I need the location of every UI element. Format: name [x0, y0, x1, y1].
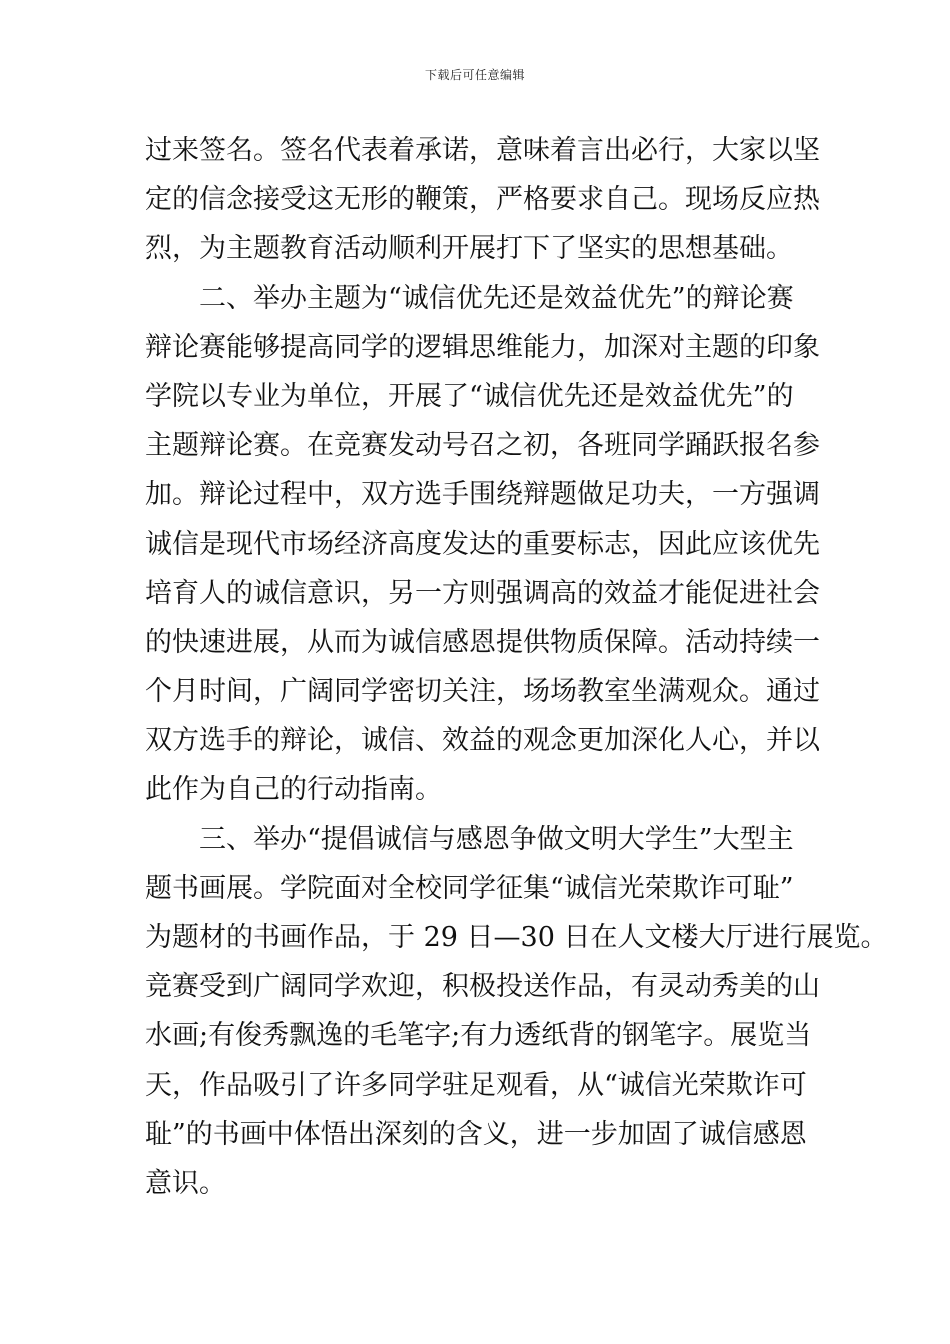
text-line: 题书画展。学院面对全校同学征集“诚信光荣欺诈可耻”	[145, 872, 794, 904]
text-line: 为题材的书画作品，于 29 日—30 日在人文楼大厅进行展览。	[145, 922, 888, 953]
text-line: 此作为自己的行动指南。	[145, 774, 442, 806]
text-line: 定的信念接受这无形的鞭策，严格要求自己。现场反应热	[145, 184, 820, 216]
text-line: 意识。	[145, 1167, 226, 1199]
document-body	[145, 126, 888, 1208]
text-line: 辩论赛能够提高同学的逻辑思维能力，加深对主题的印象	[145, 331, 820, 363]
text-line: 学院以专业为单位，开展了“诚信优先还是效益优先”的	[145, 380, 794, 412]
text-line: 培育人的诚信意识，另一方则强调高的效益才能促进社会	[145, 577, 820, 609]
page-header: 下载后可任意编辑	[424, 68, 525, 82]
text-line: 主题辩论赛。在竞赛发动号召之初，各班同学踊跃报名参	[145, 430, 820, 462]
text-line: 竞赛受到广阔同学欢迎，积极投送作品，有灵动秀美的山	[145, 971, 820, 1003]
text-line: 水画;有俊秀飘逸的毛笔字;有力透纸背的钢笔字。展览当	[145, 1020, 812, 1052]
text-line: 的快速进展，从而为诚信感恩提供物质保障。活动持续一	[145, 626, 820, 658]
text-line: 诚信是现代市场经济高度发达的重要标志，因此应该优先	[145, 528, 820, 560]
text-line: 烈，为主题教育活动顺利开展打下了坚实的思想基础。	[145, 233, 793, 265]
text-line: 耻”的书画中体悟出深刻的含义，进一步加固了诚信感恩	[145, 1118, 807, 1150]
section-heading-line: 三、举办“提倡诚信与感恩争做文明大学生”大型主	[199, 823, 794, 855]
text-line: 天，作品吸引了许多同学驻足观看，从“诚信光荣欺诈可	[145, 1069, 807, 1101]
text-line: 双方选手的辩论，诚信、效益的观念更加深化人心，并以	[145, 725, 820, 757]
text-line: 个月时间，广阔同学密切关注，场场教室坐满观众。通过	[145, 676, 820, 708]
section-heading-line: 二、举办主题为“诚信优先还是效益优先”的辩论赛	[199, 282, 794, 314]
text-line: 过来签名。签名代表着承诺，意味着言出必行，大家以坚	[145, 135, 820, 166]
text-line: 加。辩论过程中，双方选手围绕辩题做足功夫，一方强调	[145, 479, 820, 511]
